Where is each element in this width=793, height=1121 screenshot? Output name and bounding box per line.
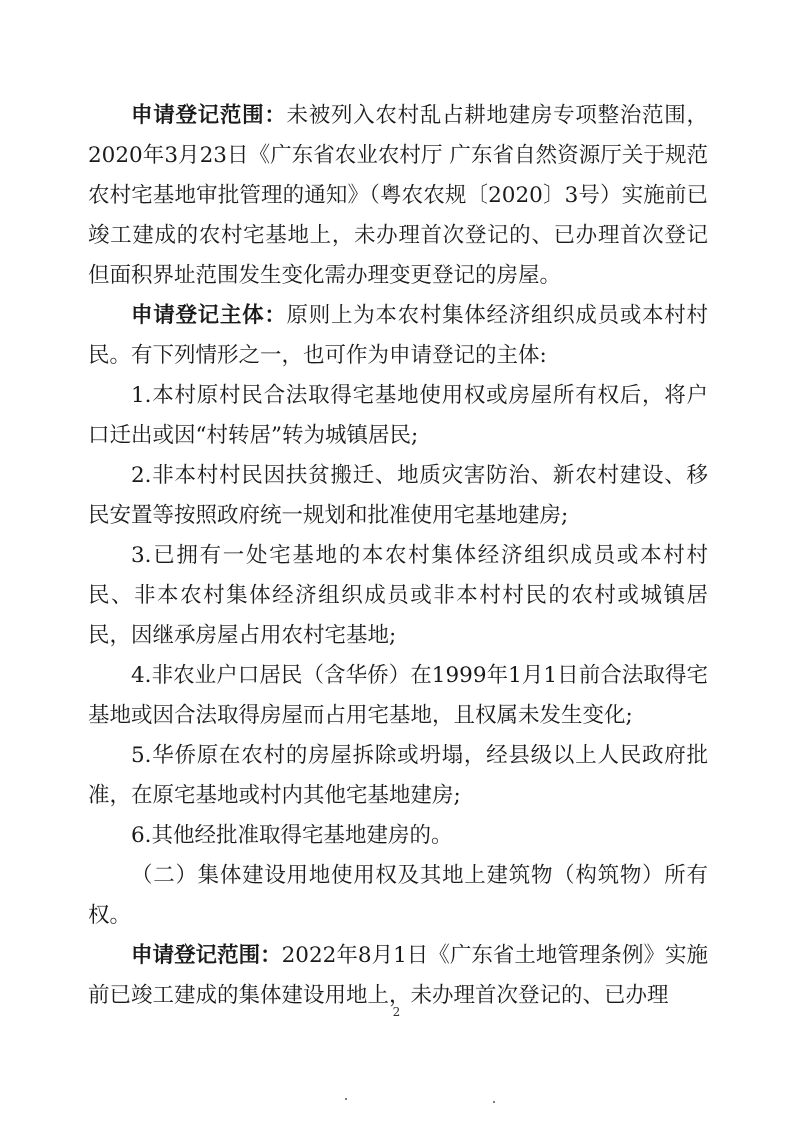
paragraph-text: 2.非本村村民因扶贫搬迁、地质灾害防治、新农村建设、移民安置等按照政府统一规划和批准使用宅基地建房;	[88, 463, 708, 528]
list-item-4	[88, 656, 708, 736]
paragraph-text: 4.非农业户口居民（含华侨）在1999年1月1日前合法取得宅基地或因合法取得房屋而占用宅基地，且权属未发生变化;	[88, 663, 708, 728]
paragraph-text: 3.已拥有一处宅基地的本农村集体经济组织成员或本村村民、非本农村集体经济组织成员或非本村村民的农村或城镇居民，因继承房屋占用农村宅基地;	[88, 543, 708, 648]
list-item-5	[88, 736, 708, 816]
paragraph-lead: 申请登记范围：	[131, 943, 282, 968]
paragraph-lead: 申请登记范围：	[131, 103, 287, 128]
paragraph-subject	[88, 296, 708, 376]
paragraph-text: 6.其他经批准取得宅基地建房的。	[131, 823, 453, 848]
page-number: 2	[392, 1005, 401, 1019]
paragraph-text: 未被列入农村乱占耕地建房专项整治范围，2020年3月23日《广东省农业农村厅 广东省自然资源厅关于规范农村宅基地审批管理的通知》（粤农农规〔2020〕3号）实施前已竣工建成的农村宅基地上，未办理首次登记的、已办理首次登记但面积界址范围发生变化需办理变更登记的房屋。	[88, 103, 708, 288]
paragraph-scope-collective	[88, 936, 708, 1016]
paragraph-lead: 申请登记主体：	[131, 303, 287, 328]
list-item-2	[88, 456, 708, 536]
list-item-3	[88, 536, 708, 656]
paragraph-text: 5.华侨原在农村的房屋拆除或坍塌，经县级以上人民政府批准，在原宅基地或村内其他宅基地建房;	[88, 743, 708, 808]
paragraph-text: 原则上为本农村集体经济组织成员或本村村民。有下列情形之一，也可作为申请登记的主体:	[88, 303, 708, 368]
scan-speck	[345, 1098, 347, 1100]
scan-speck	[493, 1101, 495, 1103]
paragraph-text: 2022年8月1日《广东省土地管理条例》实施前已竣工建成的集体建设用地上，未办理首次登记的、已办理	[88, 943, 708, 1008]
list-item-1	[88, 376, 708, 456]
paragraph-text: （二）集体建设用地使用权及其地上建筑物（构筑物）所有权。	[88, 863, 708, 928]
paragraph-scope-homestead	[88, 96, 708, 296]
paragraph-text: 1.本村原村民合法取得宅基地使用权或房屋所有权后，将户口迁出或因“村转居”转为城镇居民;	[88, 383, 708, 448]
document-body	[88, 96, 708, 1016]
list-item-6	[88, 816, 708, 856]
section-heading-collective-land	[88, 856, 708, 936]
